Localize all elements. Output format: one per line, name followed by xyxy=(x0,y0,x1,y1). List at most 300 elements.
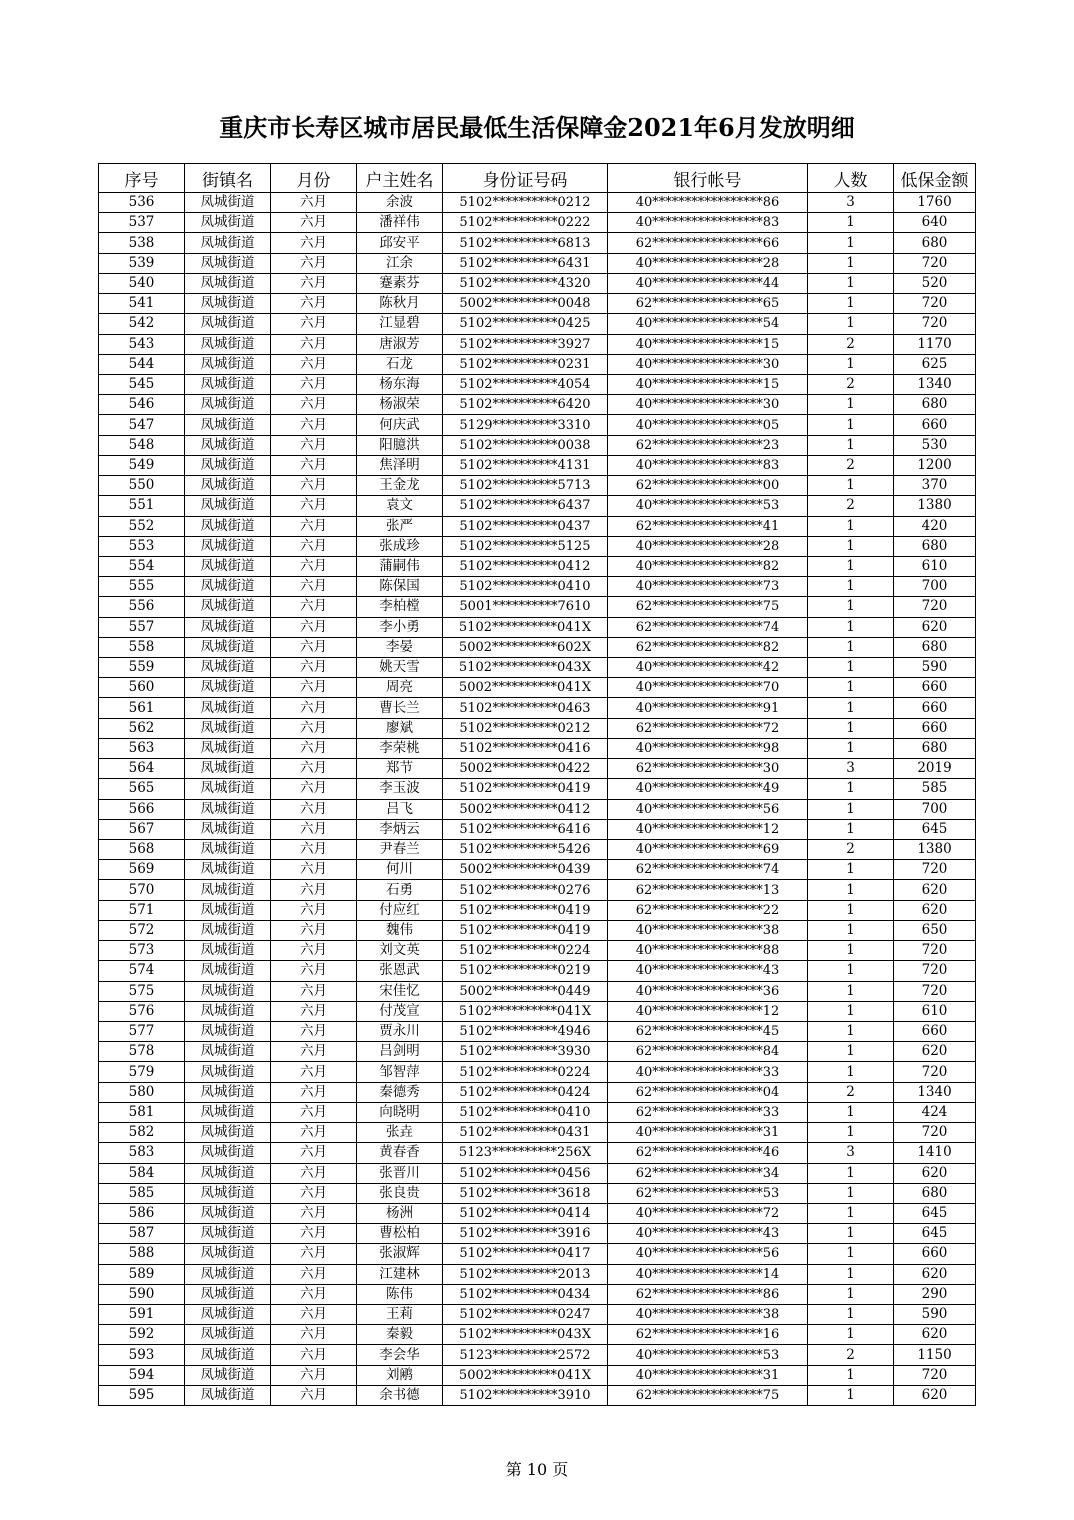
count-cell: 1 xyxy=(808,658,894,678)
street-cell: 凤城街道 xyxy=(185,941,271,961)
account-cell: 40*****************49 xyxy=(608,779,808,799)
name-cell: 曹长兰 xyxy=(357,698,443,718)
name-cell: 周亮 xyxy=(357,678,443,698)
count-cell: 1 xyxy=(808,1123,894,1143)
month-cell: 六月 xyxy=(271,718,357,738)
street-cell: 凤城街道 xyxy=(185,1385,271,1405)
account-cell: 62*****************46 xyxy=(608,1143,808,1163)
street-cell: 凤城街道 xyxy=(185,193,271,213)
table-row xyxy=(99,1143,976,1163)
account-cell: 40*****************30 xyxy=(608,395,808,415)
seq-cell: 595 xyxy=(99,1385,185,1405)
month-cell: 六月 xyxy=(271,961,357,981)
seq-cell: 587 xyxy=(99,1224,185,1244)
amount-cell: 610 xyxy=(894,556,976,576)
account-cell: 62*****************86 xyxy=(608,1284,808,1304)
amount-cell: 620 xyxy=(894,880,976,900)
street-cell: 凤城街道 xyxy=(185,1325,271,1345)
count-cell: 1 xyxy=(808,637,894,657)
count-cell: 1 xyxy=(808,1062,894,1082)
header-col-householder: 户主姓名 xyxy=(357,164,443,193)
table-row xyxy=(99,314,976,334)
street-cell: 凤城街道 xyxy=(185,759,271,779)
street-cell: 凤城街道 xyxy=(185,981,271,1001)
name-cell: 蹇素芬 xyxy=(357,273,443,293)
table-row xyxy=(99,1021,976,1041)
seq-cell: 567 xyxy=(99,819,185,839)
table-row xyxy=(99,1365,976,1385)
name-cell: 邹智萍 xyxy=(357,1062,443,1082)
count-cell: 1 xyxy=(808,1001,894,1021)
amount-cell: 720 xyxy=(894,1062,976,1082)
table-row xyxy=(99,455,976,475)
id-cell: 5102**********3916 xyxy=(443,1224,608,1244)
street-cell: 凤城街道 xyxy=(185,617,271,637)
street-cell: 凤城街道 xyxy=(185,496,271,516)
account-cell: 62*****************75 xyxy=(608,1385,808,1405)
street-cell: 凤城街道 xyxy=(185,233,271,253)
seq-cell: 548 xyxy=(99,435,185,455)
id-cell: 5102**********6431 xyxy=(443,253,608,273)
seq-cell: 590 xyxy=(99,1284,185,1304)
seq-cell: 581 xyxy=(99,1102,185,1122)
month-cell: 六月 xyxy=(271,556,357,576)
count-cell: 2 xyxy=(808,840,894,860)
table-row xyxy=(99,1284,976,1304)
header-col-bank-account: 银行帐号 xyxy=(608,164,808,193)
amount-cell: 290 xyxy=(894,1284,976,1304)
page-number: 第 10 页 xyxy=(505,1460,569,1479)
id-cell: 5102**********4054 xyxy=(443,374,608,394)
seq-cell: 564 xyxy=(99,759,185,779)
id-cell: 5102**********0416 xyxy=(443,738,608,758)
count-cell: 1 xyxy=(808,314,894,334)
table-row xyxy=(99,556,976,576)
amount-cell: 700 xyxy=(894,799,976,819)
account-cell: 40*****************05 xyxy=(608,415,808,435)
street-cell: 凤城街道 xyxy=(185,860,271,880)
count-cell: 1 xyxy=(808,556,894,576)
account-cell: 62*****************82 xyxy=(608,637,808,657)
header-col-street: 街镇名 xyxy=(185,164,271,193)
account-cell: 62*****************33 xyxy=(608,1102,808,1122)
account-cell: 40*****************91 xyxy=(608,698,808,718)
table-row xyxy=(99,981,976,1001)
street-cell: 凤城街道 xyxy=(185,779,271,799)
count-cell: 1 xyxy=(808,597,894,617)
name-cell: 尹春兰 xyxy=(357,840,443,860)
amount-cell: 620 xyxy=(894,1042,976,1062)
table-row xyxy=(99,334,976,354)
month-cell: 六月 xyxy=(271,1042,357,1062)
amount-cell: 2019 xyxy=(894,759,976,779)
seq-cell: 556 xyxy=(99,597,185,617)
street-cell: 凤城街道 xyxy=(185,597,271,617)
name-cell: 江余 xyxy=(357,253,443,273)
id-cell: 5102**********0419 xyxy=(443,920,608,940)
month-cell: 六月 xyxy=(271,213,357,233)
amount-cell: 645 xyxy=(894,819,976,839)
street-cell: 凤城街道 xyxy=(185,1284,271,1304)
month-cell: 六月 xyxy=(271,577,357,597)
account-cell: 62*****************74 xyxy=(608,860,808,880)
account-cell: 40*****************53 xyxy=(608,1345,808,1365)
amount-cell: 590 xyxy=(894,658,976,678)
street-cell: 凤城街道 xyxy=(185,556,271,576)
id-cell: 5102**********6416 xyxy=(443,819,608,839)
name-cell: 王金龙 xyxy=(357,476,443,496)
account-cell: 40*****************33 xyxy=(608,1062,808,1082)
account-cell: 40*****************69 xyxy=(608,840,808,860)
count-cell: 1 xyxy=(808,1224,894,1244)
name-cell: 张淑辉 xyxy=(357,1244,443,1264)
table-row xyxy=(99,193,976,213)
name-cell: 江显碧 xyxy=(357,314,443,334)
id-cell: 5102**********5125 xyxy=(443,536,608,556)
street-cell: 凤城街道 xyxy=(185,294,271,314)
street-cell: 凤城街道 xyxy=(185,1305,271,1325)
amount-cell: 620 xyxy=(894,1325,976,1345)
seq-cell: 589 xyxy=(99,1264,185,1284)
name-cell: 张垚 xyxy=(357,1123,443,1143)
seq-cell: 580 xyxy=(99,1082,185,1102)
count-cell: 1 xyxy=(808,1305,894,1325)
month-cell: 六月 xyxy=(271,314,357,334)
amount-cell: 1380 xyxy=(894,496,976,516)
amount-cell: 680 xyxy=(894,395,976,415)
count-cell: 1 xyxy=(808,516,894,536)
count-cell: 1 xyxy=(808,1284,894,1304)
amount-cell: 1760 xyxy=(894,193,976,213)
id-cell: 5002**********041X xyxy=(443,678,608,698)
seq-cell: 570 xyxy=(99,880,185,900)
count-cell: 1 xyxy=(808,799,894,819)
count-cell: 1 xyxy=(808,415,894,435)
street-cell: 凤城街道 xyxy=(185,819,271,839)
name-cell: 余波 xyxy=(357,193,443,213)
name-cell: 姚天雪 xyxy=(357,658,443,678)
table-row xyxy=(99,1062,976,1082)
name-cell: 李晏 xyxy=(357,637,443,657)
seq-cell: 560 xyxy=(99,678,185,698)
amount-cell: 720 xyxy=(894,1123,976,1143)
month-cell: 六月 xyxy=(271,354,357,374)
seq-cell: 594 xyxy=(99,1365,185,1385)
account-cell: 62*****************41 xyxy=(608,516,808,536)
month-cell: 六月 xyxy=(271,759,357,779)
name-cell: 付茂宣 xyxy=(357,1001,443,1021)
seq-cell: 546 xyxy=(99,395,185,415)
account-cell: 40*****************12 xyxy=(608,819,808,839)
account-cell: 40*****************56 xyxy=(608,1244,808,1264)
name-cell: 王莉 xyxy=(357,1305,443,1325)
account-cell: 40*****************38 xyxy=(608,1305,808,1325)
account-cell: 62*****************53 xyxy=(608,1183,808,1203)
account-cell: 40*****************83 xyxy=(608,213,808,233)
month-cell: 六月 xyxy=(271,1284,357,1304)
name-cell: 张成珍 xyxy=(357,536,443,556)
account-cell: 40*****************15 xyxy=(608,334,808,354)
account-cell: 40*****************28 xyxy=(608,253,808,273)
account-cell: 40*****************14 xyxy=(608,1264,808,1284)
seq-cell: 568 xyxy=(99,840,185,860)
id-cell: 5002**********0048 xyxy=(443,294,608,314)
street-cell: 凤城街道 xyxy=(185,1203,271,1223)
name-cell: 黄春香 xyxy=(357,1143,443,1163)
seq-cell: 574 xyxy=(99,961,185,981)
street-cell: 凤城街道 xyxy=(185,354,271,374)
name-cell: 阳臆洪 xyxy=(357,435,443,455)
amount-cell: 720 xyxy=(894,860,976,880)
month-cell: 六月 xyxy=(271,536,357,556)
amount-cell: 625 xyxy=(894,354,976,374)
name-cell: 贾永川 xyxy=(357,1021,443,1041)
street-cell: 凤城街道 xyxy=(185,1224,271,1244)
amount-cell: 645 xyxy=(894,1203,976,1223)
seq-cell: 544 xyxy=(99,354,185,374)
table-row xyxy=(99,1123,976,1143)
account-cell: 62*****************00 xyxy=(608,476,808,496)
month-cell: 六月 xyxy=(271,819,357,839)
amount-cell: 680 xyxy=(894,1183,976,1203)
name-cell: 蒲嗣伟 xyxy=(357,556,443,576)
table-row xyxy=(99,233,976,253)
street-cell: 凤城街道 xyxy=(185,273,271,293)
seq-cell: 557 xyxy=(99,617,185,637)
month-cell: 六月 xyxy=(271,981,357,1001)
count-cell: 1 xyxy=(808,1244,894,1264)
account-cell: 40*****************30 xyxy=(608,354,808,374)
month-cell: 六月 xyxy=(271,516,357,536)
count-cell: 1 xyxy=(808,213,894,233)
street-cell: 凤城街道 xyxy=(185,718,271,738)
amount-cell: 424 xyxy=(894,1102,976,1122)
id-cell: 5102**********0212 xyxy=(443,193,608,213)
seq-cell: 571 xyxy=(99,900,185,920)
count-cell: 1 xyxy=(808,1021,894,1041)
name-cell: 李炳云 xyxy=(357,819,443,839)
street-cell: 凤城街道 xyxy=(185,840,271,860)
count-cell: 1 xyxy=(808,738,894,758)
account-cell: 62*****************04 xyxy=(608,1082,808,1102)
table-row xyxy=(99,395,976,415)
table-body xyxy=(99,193,976,1406)
table-row xyxy=(99,1001,976,1021)
account-cell: 40*****************36 xyxy=(608,981,808,1001)
month-cell: 六月 xyxy=(271,415,357,435)
street-cell: 凤城街道 xyxy=(185,658,271,678)
table-row xyxy=(99,577,976,597)
account-cell: 40*****************83 xyxy=(608,455,808,475)
id-cell: 5102**********0419 xyxy=(443,779,608,799)
account-cell: 62*****************66 xyxy=(608,233,808,253)
street-cell: 凤城街道 xyxy=(185,1021,271,1041)
street-cell: 凤城街道 xyxy=(185,476,271,496)
count-cell: 3 xyxy=(808,759,894,779)
account-cell: 62*****************45 xyxy=(608,1021,808,1041)
count-cell: 1 xyxy=(808,1203,894,1223)
amount-cell: 610 xyxy=(894,1001,976,1021)
seq-cell: 562 xyxy=(99,718,185,738)
seq-cell: 563 xyxy=(99,738,185,758)
month-cell: 六月 xyxy=(271,617,357,637)
name-cell: 张恩武 xyxy=(357,961,443,981)
month-cell: 六月 xyxy=(271,1143,357,1163)
count-cell: 1 xyxy=(808,1325,894,1345)
street-cell: 凤城街道 xyxy=(185,415,271,435)
amount-cell: 680 xyxy=(894,637,976,657)
month-cell: 六月 xyxy=(271,455,357,475)
seq-cell: 572 xyxy=(99,920,185,940)
amount-cell: 520 xyxy=(894,273,976,293)
id-cell: 5102**********0434 xyxy=(443,1284,608,1304)
id-cell: 5102**********4946 xyxy=(443,1021,608,1041)
account-cell: 40*****************43 xyxy=(608,1224,808,1244)
street-cell: 凤城街道 xyxy=(185,435,271,455)
id-cell: 5123**********256X xyxy=(443,1143,608,1163)
table-row xyxy=(99,1082,976,1102)
street-cell: 凤城街道 xyxy=(185,637,271,657)
amount-cell: 620 xyxy=(894,617,976,637)
seq-cell: 559 xyxy=(99,658,185,678)
id-cell: 5102**********0425 xyxy=(443,314,608,334)
month-cell: 六月 xyxy=(271,1365,357,1385)
seq-cell: 593 xyxy=(99,1345,185,1365)
id-cell: 5102**********0224 xyxy=(443,1062,608,1082)
name-cell: 杨东海 xyxy=(357,374,443,394)
seq-cell: 545 xyxy=(99,374,185,394)
table-row xyxy=(99,718,976,738)
amount-cell: 660 xyxy=(894,718,976,738)
table-row xyxy=(99,840,976,860)
count-cell: 1 xyxy=(808,900,894,920)
seq-cell: 542 xyxy=(99,314,185,334)
id-cell: 5002**********041X xyxy=(443,1365,608,1385)
name-cell: 李玉波 xyxy=(357,779,443,799)
count-cell: 1 xyxy=(808,1042,894,1062)
amount-cell: 720 xyxy=(894,314,976,334)
amount-cell: 645 xyxy=(894,1224,976,1244)
month-cell: 六月 xyxy=(271,273,357,293)
month-cell: 六月 xyxy=(271,1021,357,1041)
table-row xyxy=(99,779,976,799)
table-row xyxy=(99,819,976,839)
name-cell: 李小勇 xyxy=(357,617,443,637)
seq-cell: 565 xyxy=(99,779,185,799)
street-cell: 凤城街道 xyxy=(185,395,271,415)
id-cell: 5102**********3910 xyxy=(443,1385,608,1405)
count-cell: 1 xyxy=(808,435,894,455)
amount-cell: 1170 xyxy=(894,334,976,354)
amount-cell: 660 xyxy=(894,1244,976,1264)
account-cell: 62*****************84 xyxy=(608,1042,808,1062)
amount-cell: 700 xyxy=(894,577,976,597)
amount-cell: 620 xyxy=(894,1385,976,1405)
name-cell: 石勇 xyxy=(357,880,443,900)
id-cell: 5102**********4320 xyxy=(443,273,608,293)
count-cell: 2 xyxy=(808,374,894,394)
account-cell: 62*****************72 xyxy=(608,718,808,738)
street-cell: 凤城街道 xyxy=(185,1123,271,1143)
street-cell: 凤城街道 xyxy=(185,1062,271,1082)
seq-cell: 573 xyxy=(99,941,185,961)
header-col-allowance: 低保金额 xyxy=(894,164,976,193)
id-cell: 5002**********0422 xyxy=(443,759,608,779)
table-row xyxy=(99,961,976,981)
amount-cell: 720 xyxy=(894,961,976,981)
seq-cell: 540 xyxy=(99,273,185,293)
table-row xyxy=(99,597,976,617)
count-cell: 1 xyxy=(808,1385,894,1405)
table-row xyxy=(99,1244,976,1264)
name-cell: 吕飞 xyxy=(357,799,443,819)
count-cell: 2 xyxy=(808,1345,894,1365)
amount-cell: 660 xyxy=(894,1021,976,1041)
table-row xyxy=(99,617,976,637)
account-cell: 62*****************13 xyxy=(608,880,808,900)
id-cell: 5123**********2572 xyxy=(443,1345,608,1365)
name-cell: 余书德 xyxy=(357,1385,443,1405)
month-cell: 六月 xyxy=(271,1001,357,1021)
table-row xyxy=(99,658,976,678)
table-row xyxy=(99,435,976,455)
month-cell: 六月 xyxy=(271,253,357,273)
table-row xyxy=(99,354,976,374)
seq-cell: 576 xyxy=(99,1001,185,1021)
count-cell: 1 xyxy=(808,1102,894,1122)
amount-cell: 1340 xyxy=(894,374,976,394)
month-cell: 六月 xyxy=(271,1305,357,1325)
amount-cell: 680 xyxy=(894,536,976,556)
id-cell: 5102**********0414 xyxy=(443,1203,608,1223)
count-cell: 1 xyxy=(808,880,894,900)
id-cell: 5102**********0212 xyxy=(443,718,608,738)
name-cell: 曹松柏 xyxy=(357,1224,443,1244)
id-cell: 5102**********0219 xyxy=(443,961,608,981)
street-cell: 凤城街道 xyxy=(185,314,271,334)
month-cell: 六月 xyxy=(271,1325,357,1345)
id-cell: 5102**********0231 xyxy=(443,354,608,374)
count-cell: 2 xyxy=(808,455,894,475)
month-cell: 六月 xyxy=(271,698,357,718)
seq-cell: 549 xyxy=(99,455,185,475)
count-cell: 1 xyxy=(808,819,894,839)
name-cell: 刘文英 xyxy=(357,941,443,961)
table-row xyxy=(99,1305,976,1325)
account-cell: 40*****************73 xyxy=(608,577,808,597)
account-cell: 62*****************16 xyxy=(608,1325,808,1345)
month-cell: 六月 xyxy=(271,1163,357,1183)
seq-cell: 555 xyxy=(99,577,185,597)
month-cell: 六月 xyxy=(271,1183,357,1203)
account-cell: 40*****************31 xyxy=(608,1123,808,1143)
seq-cell: 553 xyxy=(99,536,185,556)
count-cell: 1 xyxy=(808,1365,894,1385)
table-row xyxy=(99,213,976,233)
count-cell: 1 xyxy=(808,536,894,556)
id-cell: 5102**********0410 xyxy=(443,1102,608,1122)
id-cell: 5102**********0417 xyxy=(443,1244,608,1264)
table-row xyxy=(99,900,976,920)
amount-cell: 1150 xyxy=(894,1345,976,1365)
amount-cell: 720 xyxy=(894,294,976,314)
month-cell: 六月 xyxy=(271,779,357,799)
name-cell: 何川 xyxy=(357,860,443,880)
header-col-month: 月份 xyxy=(271,164,357,193)
amount-cell: 1340 xyxy=(894,1082,976,1102)
name-cell: 唐淑芳 xyxy=(357,334,443,354)
id-cell: 5102**********5713 xyxy=(443,476,608,496)
